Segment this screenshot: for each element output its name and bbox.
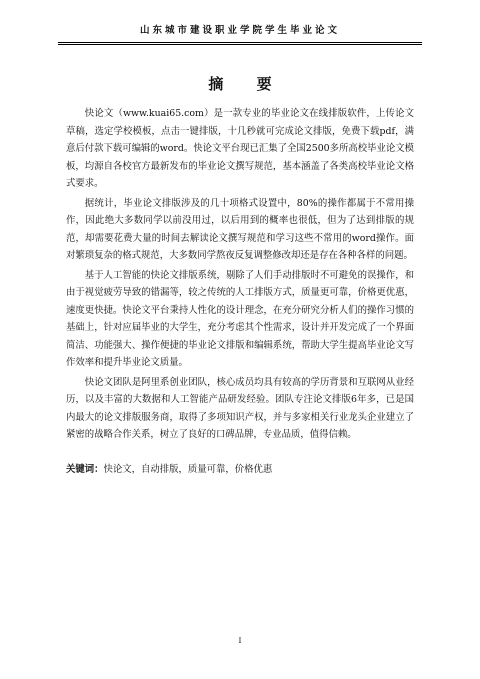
keywords-label: 关键词： bbox=[66, 464, 104, 475]
abstract-body bbox=[66, 105, 414, 446]
abstract-paragraph-4: 快论文团队是阿里系创业团队，核心成员均具有较高的学历背景和互联网从业经历，以及丰富的大数据和人工智能产品研发经验。团队专注论文排版6年多，已是国内最大的论文排版服务商，取得了多项知识产权，并与多家相关行业龙头企业建立了紧密的战略合作关系，树立了良好的口碑品牌，专业品质，值得信赖。 bbox=[66, 376, 414, 440]
abstract-paragraph-2: 据统计，毕业论文排版涉及的几十项格式设置中，80%的操作都属于不常用操作，因此绝大多数同学以前没用过，以后用到的概率也很低，但为了达到排版的规范，却需要花费大量的时间去解读论文撰写规范和学习这些不常用的word操作。面对繁琐复杂的格式规范，大多数同学熬夜反复调整修改却还是存在各种各样的问题。 bbox=[66, 197, 414, 261]
abstract-paragraph-3: 基于人工智能的快论文排版系统，剔除了人们手动排版时不可避免的误操作，和由于视觉疲劳导致的错漏等，较之传统的人工排版方式，质量更可靠，价格更优惠，速度更快捷。快论文平台秉持人性化的设计理念，在充分研究分析人们的操作习惯的基础上，针对应届毕业的大学生，充分考虑其个性需求，设计并开发完成了一个界面简洁、功能强大、操作便捷的毕业论文排版和编辑系统，帮助大学生提高毕业论文写作效率和提升毕业论文质量。 bbox=[66, 269, 414, 368]
abstract-title: 摘 要 bbox=[208, 75, 286, 93]
keywords-line bbox=[66, 461, 414, 478]
abstract-paragraph-1: 快论文（www.kuai65.com）是一款专业的毕业论文在线排版软件，上传论文草稿，选定学校模板，点击一键排版，十几秒就可完成论文排版，免费下载pdf，满意后付款下载可编辑的word。快论文平台现已汇集了全国2500多所高校毕业论文模板，均源自各校官方最新发布的毕业论文撰写规范，基本涵盖了各类高校毕业论文格式要求。 bbox=[66, 108, 415, 189]
keywords-value: 快论文，自动排版，质量可靠，价格优惠 bbox=[103, 464, 273, 475]
page-header: 山东城市建设职业学院学生毕业论文 bbox=[58, 24, 422, 43]
page-number: I bbox=[238, 636, 242, 645]
